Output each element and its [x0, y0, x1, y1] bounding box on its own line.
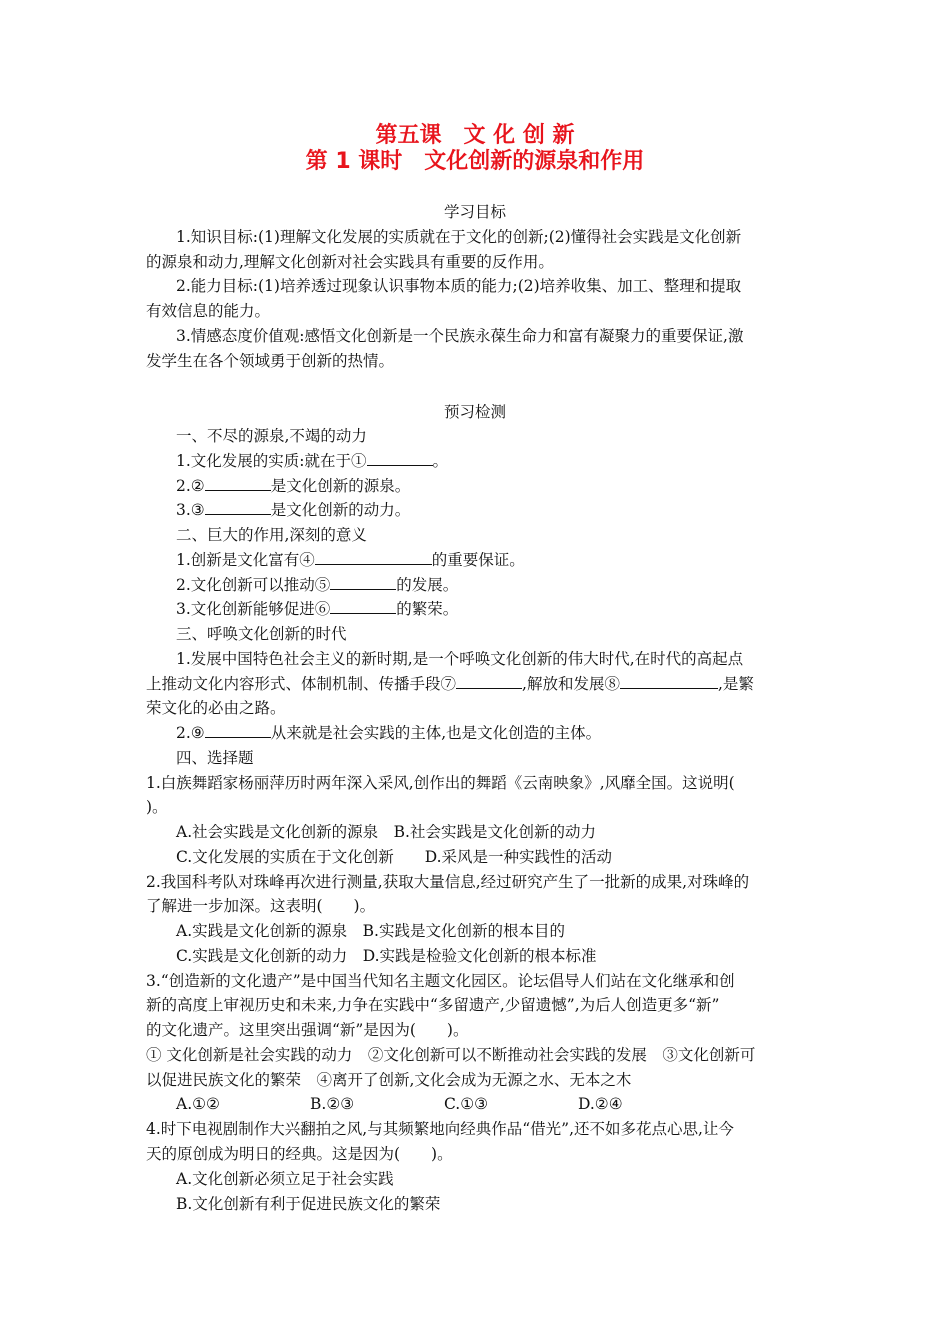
choice-question-3-option-d: D.②④: [578, 1095, 623, 1113]
preview-heading: 预习检测: [443, 403, 506, 421]
choice-question-2-options-cd: C.实践是文化创新的动力 D.实践是检验文化创新的根本标准: [176, 947, 597, 965]
fill-question-7-line-1: 1.发展中国特色社会主义的新时期,是一个呼唤文化创新的伟大时代,在时代的高起点: [176, 650, 744, 668]
choice-question-3-option-b: B.②③: [310, 1095, 355, 1113]
answer-blank-4[interactable]: [315, 549, 432, 565]
choice-question-4-line-2: 天的原创成为明日的经典。这是因为( )。: [146, 1145, 453, 1163]
choice-question-2-line-2: 了解进一步加深。这表明( )。: [146, 897, 376, 915]
choice-question-1-options-cd: C.文化发展的实质在于文化创新 D.采风是一种实践性的活动: [176, 848, 613, 866]
objective-1-line-2: 的源泉和动力,理解文化创新对社会实践具有重要的反作用。: [146, 253, 554, 271]
choice-question-3-option-c: C.①③: [444, 1095, 489, 1113]
answer-blank-9[interactable]: [205, 722, 271, 738]
fill-question-9: 2.⑨ 从来就是社会实践的主体,也是文化创造的主体。: [176, 724, 602, 742]
fill-question-3: 3.③ 是文化创新的动力。: [176, 501, 411, 519]
objective-1-line-1: 1.知识目标:(1)理解文化发展的实质就在于文化的创新;(2)懂得社会实践是文化创新: [176, 228, 742, 246]
objective-3-line-1: 3.情感态度价值观:感悟文化创新是一个民族永葆生命力和富有凝聚力的重要保证,激: [176, 327, 744, 345]
choice-question-3-line-2: 新的高度上审视历史和未来,力争在实践中“多留遗产,少留遗憾”,为后人创造更多“新”: [146, 996, 720, 1014]
fill-question-1: 1.文化发展的实质:就在于① 。: [176, 452, 449, 470]
answer-blank-3[interactable]: [205, 499, 271, 515]
choice-question-3-option-a: A.①②: [176, 1095, 220, 1113]
choice-question-1-line-2: )。: [146, 798, 168, 816]
choice-question-3-line-1: 3.“创造新的文化遗产”是中国当代知名主题文化园区。论坛倡导人们站在文化继承和创: [146, 972, 735, 990]
objective-2-line-2: 有效信息的能力。: [146, 302, 271, 320]
fill-question-2: 2.② 是文化创新的源泉。: [176, 477, 411, 495]
choice-question-1-options-ab: A.社会实践是文化创新的源泉 B.社会实践是文化创新的动力: [176, 823, 596, 841]
choice-question-4-line-1: 4.时下电视剧制作大兴翻拍之风,与其频繁地向经典作品“借光”,还不如多花点心思,让今: [146, 1120, 734, 1138]
answer-blank-2[interactable]: [205, 475, 271, 491]
choice-question-3-line-3: 的文化遗产。这里突出强调“新”是因为( )。: [146, 1021, 469, 1039]
objective-3-line-2: 发学生在各个领域勇于创新的热情。: [146, 352, 395, 370]
fill-question-5: 2.文化创新可以推动⑤ 的发展。: [176, 576, 459, 594]
answer-blank-8[interactable]: [620, 673, 718, 689]
objective-2-line-1: 2.能力目标:(1)培养透过现象认识事物本质的能力;(2)培养收集、加工、整理和提取: [176, 277, 742, 295]
answer-blank-6[interactable]: [330, 598, 396, 614]
lesson-subtitle: 第 1 课时 文化创新的源泉和作用: [305, 149, 645, 174]
choice-question-3-statements-1: ① 文化创新是社会实践的动力 ②文化创新可以不断推动社会实践的发展 ③文化创新可: [146, 1046, 756, 1064]
lesson-title: 第五课 文 化 创 新: [375, 123, 575, 148]
section-3-heading: 三、呼唤文化创新的时代: [176, 625, 347, 643]
fill-question-7-line-3: 荣文化的必由之路。: [146, 699, 286, 717]
fill-question-4: 1.创新是文化富有④ 的重要保证。: [176, 551, 525, 569]
answer-blank-5[interactable]: [330, 574, 396, 590]
section-4-heading: 四、选择题: [176, 749, 254, 767]
answer-blank-1[interactable]: [367, 450, 433, 466]
choice-question-4-option-a: A.文化创新必须立足于社会实践: [176, 1170, 394, 1188]
fill-question-7-line-2: 上推动文化内容形式、体制机制、传播手段⑦ ,解放和发展⑧ ,是繁: [146, 675, 754, 693]
choice-question-4-option-b: B.文化创新有利于促进民族文化的繁荣: [176, 1195, 441, 1213]
choice-question-3-statements-2: 以促进民族文化的繁荣 ④离开了创新,文化会成为无源之水、无本之木: [146, 1071, 632, 1089]
section-1-heading: 一、不尽的源泉,不竭的动力: [176, 427, 367, 445]
choice-question-2-line-1: 2.我国科考队对珠峰再次进行测量,获取大量信息,经过研究产生了一批新的成果,对珠峰的: [146, 873, 750, 891]
answer-blank-7[interactable]: [456, 673, 522, 689]
objectives-heading: 学习目标: [443, 203, 506, 221]
choice-question-1-line-1: 1.白族舞蹈家杨丽萍历时两年深入采风,创作出的舞蹈《云南映象》,风靡全国。这说明(: [146, 774, 735, 792]
fill-question-6: 3.文化创新能够促进⑥ 的繁荣。: [176, 600, 459, 618]
section-2-heading: 二、巨大的作用,深刻的意义: [176, 526, 367, 544]
choice-question-2-options-ab: A.实践是文化创新的源泉 B.实践是文化创新的根本目的: [176, 922, 565, 940]
